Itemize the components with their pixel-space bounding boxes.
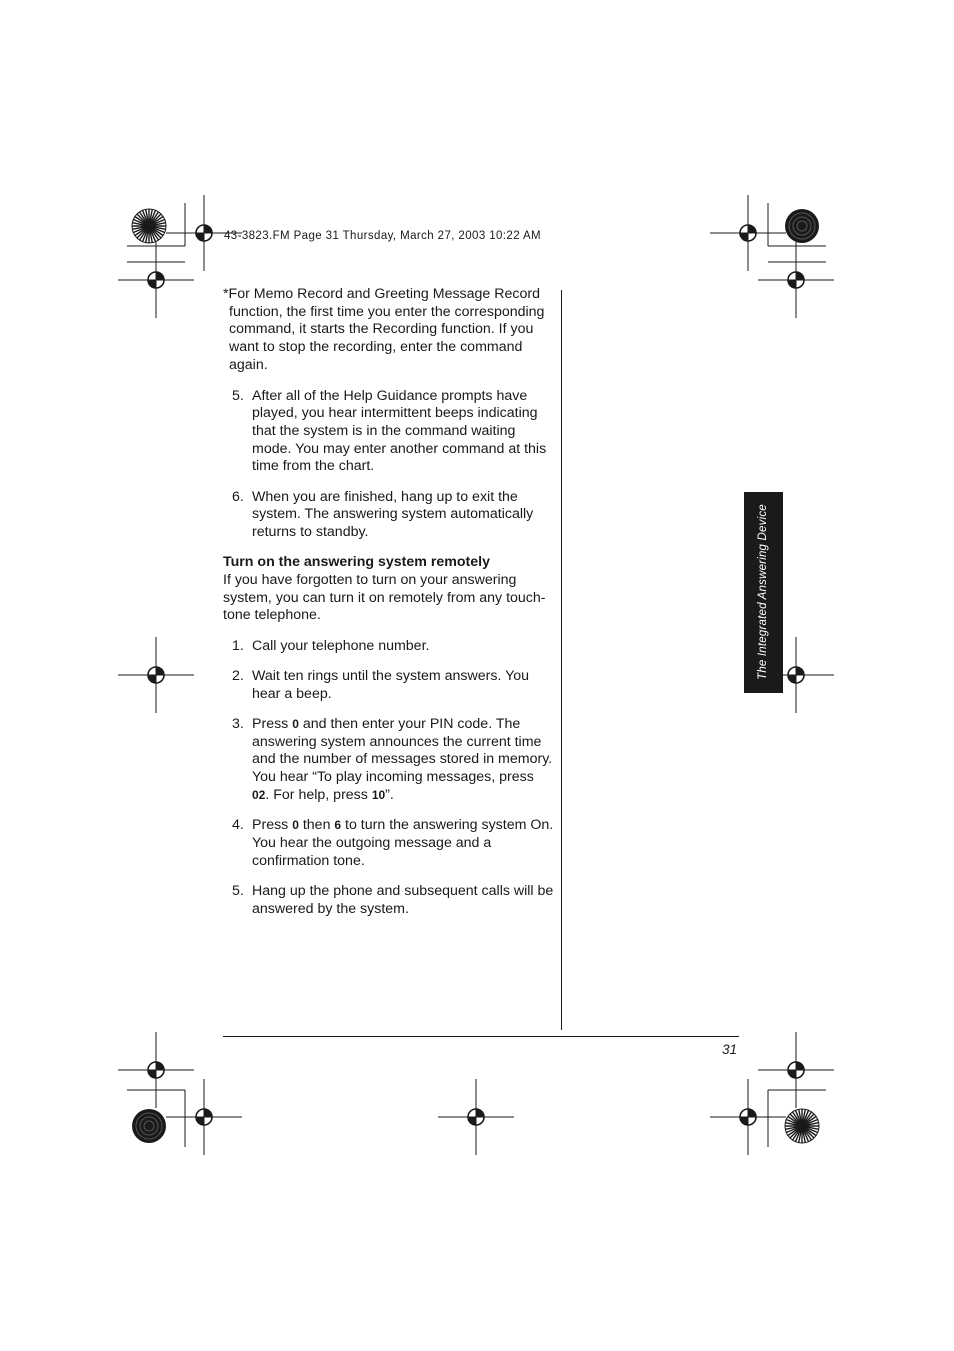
step-number: 6.: [232, 488, 244, 505]
step-text: Hang up the phone and subsequent calls will be answered by the system.: [252, 882, 554, 917]
step-number: 1.: [232, 637, 244, 654]
recording-note: *For Memo Record and Greeting Message Record function, the first time you enter the corresponding command, it starts the Recording function. If you want to stop the recording, enter the command again.: [223, 286, 545, 373]
text-run: Press: [252, 716, 293, 733]
step-text: [252, 817, 553, 868]
text-run: then: [298, 817, 335, 834]
text-run: . For help, press: [265, 786, 372, 803]
step-text: [252, 716, 552, 803]
step-text: When you are finished, hang up to exit the system. The answering system automatically returns to standby.: [252, 488, 534, 541]
step-number: 5.: [232, 387, 244, 404]
key-label: 0: [292, 818, 299, 833]
text-run: Press: [252, 817, 293, 834]
list-item: [223, 638, 555, 656]
list-item: [223, 817, 555, 870]
section-intro: If you have forgotten to turn on your answering system, you can turn it on remotely from any touch-tone telephone.: [223, 572, 546, 624]
list-item: [223, 388, 555, 477]
list-item: [223, 668, 555, 703]
text-run: ”.: [385, 786, 394, 803]
page-number: 31: [722, 1042, 738, 1057]
step-number: 5.: [232, 882, 244, 899]
section-thumb-tab: [744, 492, 783, 693]
section-heading: Turn on the answering system remotely: [223, 554, 490, 571]
step-text: After all of the Help Guidance prompts have played, you hear intermittent beeps indicating that the system is in the command waiting mode. You may enter another command at this time from the chart.: [252, 387, 547, 475]
step-number: 4.: [232, 817, 244, 834]
thumb-tab-label: The Integrated Answering Device: [757, 504, 769, 680]
step-number: 2.: [232, 668, 244, 685]
list-item: [223, 716, 555, 805]
step-list-a: [223, 388, 555, 542]
text-run: and then enter your PIN code. The answering system announces the current time and the number of messages stored in memory. You hear “To play incoming messages, press: [252, 716, 553, 786]
step-text: Wait ten rings until the system answers. You hear a beep.: [252, 668, 530, 702]
step-text: Call your telephone number.: [252, 637, 430, 654]
key-label: 6: [334, 818, 342, 833]
column-divider: [561, 290, 562, 1030]
main-column: [223, 286, 555, 931]
list-item: [223, 489, 555, 542]
list-item: [223, 883, 555, 918]
key-label: 10: [371, 787, 386, 802]
step-number: 3.: [232, 716, 244, 733]
file-info-header: 43-3823.FM Page 31 Thursday, March 27, 2003 10:22 AM: [224, 230, 541, 242]
key-label: 02: [252, 787, 266, 802]
footer-rule: [223, 1036, 739, 1037]
step-list-b: [223, 638, 555, 919]
text-run: to turn the answering system On. You hear the outgoing message and a confirmation tone.: [252, 817, 554, 869]
key-label: 0: [292, 717, 299, 732]
